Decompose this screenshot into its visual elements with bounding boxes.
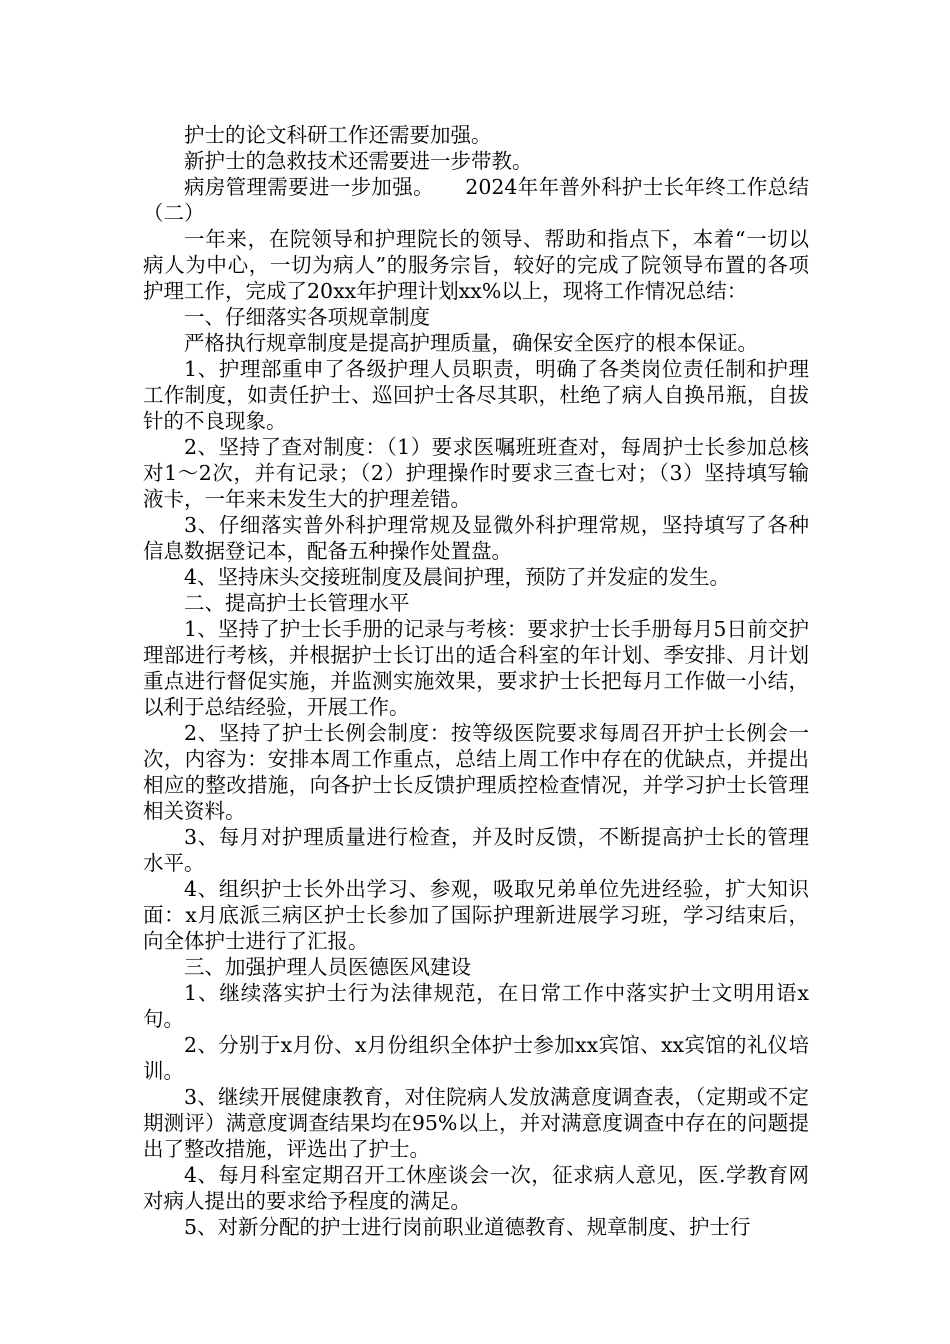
paragraph: 4、坚持床头交接班制度及晨间护理，预防了并发症的发生。 [184,565,731,589]
paragraph: 严格执行规章制度是提高护理质量，确保安全医疗的根本保证。 [184,331,758,355]
paragraph: 3、继续开展健康教育，对住院病人发放满意度调查表，（定期或不定期测评）满意度调查结果均在95%以上，并对满意度调查中存在的问题提出了整改措施，评选出了护士。 [143,1085,809,1161]
section-heading: 三、加强护理人员医德医风建设 [184,955,471,979]
paragraph: 3、每月对护理质量进行检查，并及时反馈，不断提高护士长的管理水平。 [143,825,809,875]
section-heading: 二、提高护士长管理水平 [184,591,410,615]
paragraph: 病房管理需要进一步加强。 2024年年普外科护士长年终工作总结（二） [143,175,809,225]
paragraph: 5、对新分配的护士进行岗前职业道德教育、规章制度、护士行 [184,1215,751,1239]
paragraph: 2、坚持了护士长例会制度：按等级医院要求每周召开护士长例会一次，内容为：安排本周工作重点，总结上周工作中存在的优缺点，并提出相应的整改措施，向各护士长反馈护理质控检查情况，并学习护士长管理相关资料。 [143,721,809,823]
section-heading: 一、仔细落实各项规章制度 [184,305,430,329]
paragraph: 1、坚持了护士长手册的记录与考核：要求护士长手册每月5日前交护理部进行考核，并根据护士长订出的适合科室的年计划、季安排、月计划重点进行督促实施，并监测实施效果，要求护士长把每月工作做一小结，以利于总结经验，开展工作。 [143,617,809,719]
paragraph: 3、仔细落实普外科护理常规及显微外科护理常规，坚持填写了各种信息数据登记本，配备五种操作处置盘。 [143,513,809,563]
document-body [143,122,809,1240]
paragraph: 4、每月科室定期召开工休座谈会一次，征求病人意见，医.学教育网对病人提出的要求给予程度的满足。 [143,1163,809,1213]
paragraph: 新护士的急救技术还需要进一步带教。 [184,149,533,173]
paragraph: 2、坚持了查对制度：（1）要求医嘱班班查对，每周护士长参加总核对1～2次，并有记录；（2）护理操作时要求三查七对；（3）坚持填写输液卡，一年来未发生大的护理差错。 [143,435,809,511]
paragraph: 4、组织护士长外出学习、参观，吸取兄弟单位先进经验，扩大知识面：x月底派三病区护士长参加了国际护理新进展学习班，学习结束后，向全体护士进行了汇报。 [143,877,809,953]
paragraph: 1、护理部重申了各级护理人员职责，明确了各类岗位责任制和护理工作制度，如责任护士、巡回护士各尽其职，杜绝了病人自换吊瓶，自拔针的不良现象。 [143,357,809,433]
paragraph: 一年来，在院领导和护理院长的领导、帮助和指点下，本着“一切以病人为中心，一切为病人”的服务宗旨，较好的完成了院领导布置的各项护理工作，完成了20xx年护理计划xx%以上，现将工作情况总结： [143,227,809,303]
paragraph: 护士的论文科研工作还需要加强。 [184,123,492,147]
paragraph: 2、分别于x月份、x月份组织全体护士参加xx宾馆、xx宾馆的礼仪培训。 [143,1033,809,1083]
paragraph: 1、继续落实护士行为法律规范，在日常工作中落实护士文明用语x句。 [143,981,809,1031]
